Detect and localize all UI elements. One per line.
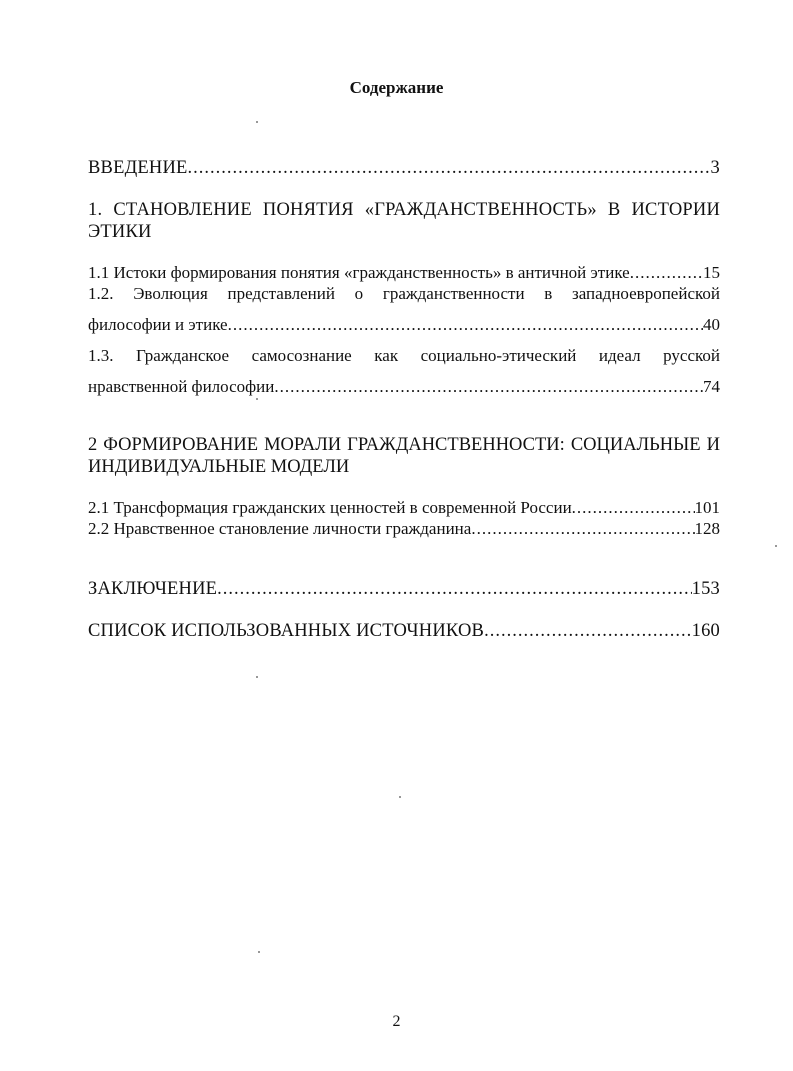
toc-entry-page: 101: [694, 498, 720, 517]
toc-entry-page: 40: [703, 315, 720, 334]
toc-entry-page: 3: [710, 158, 720, 178]
scan-speck: [256, 398, 258, 400]
page-title: Содержание: [349, 78, 444, 97]
toc-entry-label: СПИСОК ИСПОЛЬЗОВАННЫХ ИСТОЧНИКОВ: [88, 621, 485, 641]
toc-entry-conclusion[interactable]: [88, 579, 720, 600]
scan-speck: [399, 796, 401, 798]
toc-chapter1-heading[interactable]: 1. СТАНОВЛЕНИЕ ПОНЯТИЯ «ГРАЖДАНСТВЕННОСТЬ» В ИСТОРИИ: [88, 200, 720, 220]
toc-chapter2-heading-cont[interactable]: ИНДИВИДУАЛЬНЫЕ МОДЕЛИ: [88, 457, 350, 477]
toc-entry-sources[interactable]: [88, 621, 720, 642]
toc-entry-2-1[interactable]: [88, 498, 720, 518]
toc-entry-intro[interactable]: [88, 158, 720, 179]
toc-entry-label: 2.1 Трансформация гражданских ценностей в современной России: [88, 498, 572, 517]
toc-entry-page: 15: [703, 263, 720, 282]
scan-speck: [256, 121, 258, 123]
toc-leader-dots: [484, 621, 692, 642]
scan-speck: [775, 545, 777, 547]
toc-chapter2-heading[interactable]: 2 ФОРМИРОВАНИЕ МОРАЛИ ГРАЖДАНСТВЕННОСТИ: СОЦИАЛЬНЫЕ И: [88, 435, 720, 455]
toc-entry-page: 153: [691, 579, 720, 599]
toc-entry-label: 2.2 Нравственное становление личности гражданина: [88, 519, 472, 538]
toc-entry-page: 74: [703, 377, 720, 396]
toc-leader-dots: [274, 377, 703, 397]
toc-chapter1-heading-cont[interactable]: ЭТИКИ: [88, 222, 152, 242]
toc-entry-page: 160: [691, 621, 720, 641]
toc-leader-dots: [188, 158, 711, 179]
toc-entry-label: ЗАКЛЮЧЕНИЕ: [88, 579, 218, 599]
toc-entry-page: 128: [694, 519, 720, 538]
toc-entry-1-1[interactable]: [88, 263, 720, 283]
toc-entry-label: ВВЕДЕНИЕ: [88, 158, 188, 178]
toc-entry-1-3-line1[interactable]: 1.3. Гражданское самосознание как социально-этический идеал русской: [88, 346, 720, 365]
toc-entry-label: нравственной философии: [88, 377, 275, 396]
page-number: 2: [392, 1013, 401, 1030]
toc-leader-dots: [572, 498, 695, 518]
toc-entry-label: философии и этике: [88, 315, 228, 334]
toc-entry-1-3[interactable]: [88, 377, 720, 397]
toc-entry-label: 1.1 Истоки формирования понятия «гражданственность» в античной этике: [88, 263, 630, 282]
toc-leader-dots: [630, 263, 703, 283]
scan-speck: [258, 951, 260, 953]
toc-leader-dots: [228, 315, 703, 335]
toc-entry-2-2[interactable]: [88, 519, 720, 539]
toc-entry-1-2-line1[interactable]: 1.2. Эволюция представлений о гражданственности в западноевропейской: [88, 284, 720, 303]
toc-entry-1-2[interactable]: [88, 315, 720, 335]
toc-leader-dots: [217, 579, 691, 600]
scan-speck: [256, 676, 258, 678]
toc-leader-dots: [471, 519, 694, 539]
